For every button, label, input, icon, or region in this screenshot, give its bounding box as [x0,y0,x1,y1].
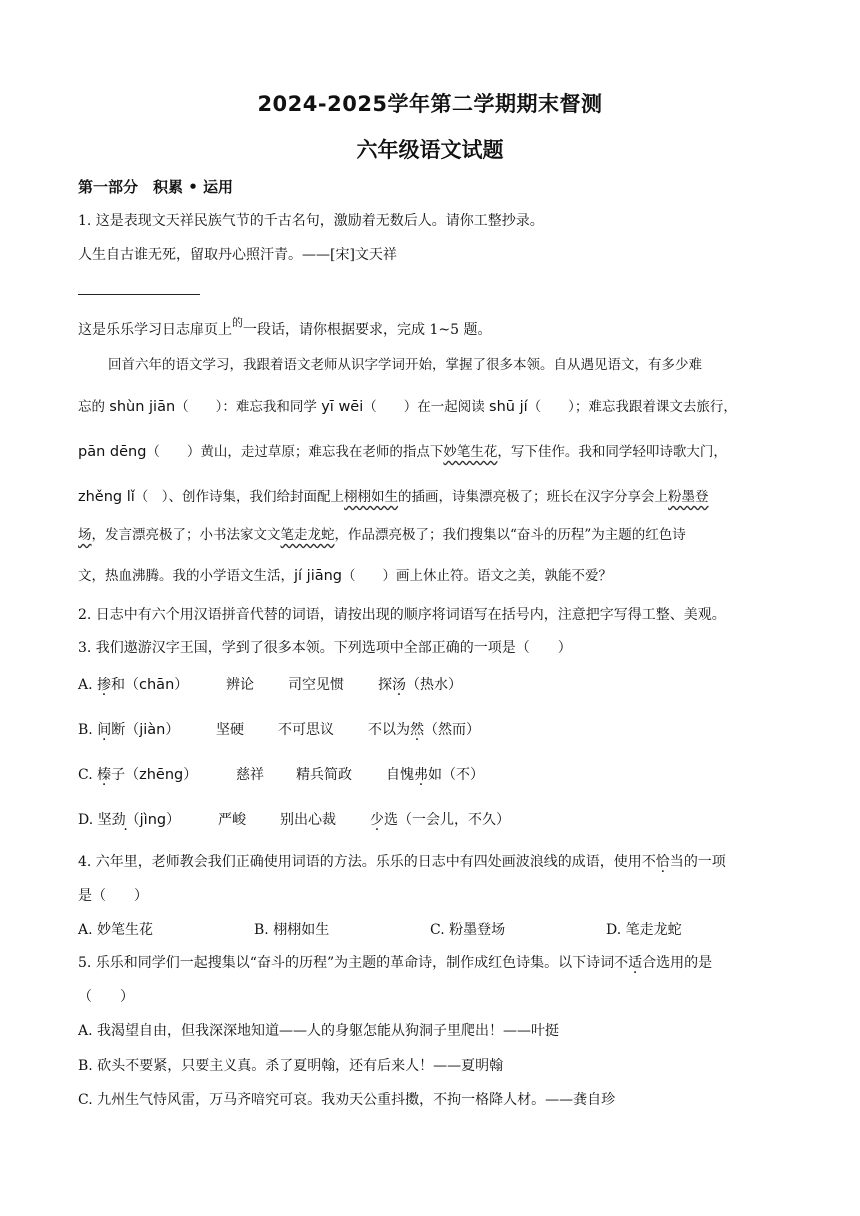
text: ） [183,767,198,783]
q4-option-a: A. 妙笔生花 [78,922,154,938]
question-1-quote: 人生自古谁无死，留取丹心照汗青。——[宋]文天祥 [78,247,397,263]
q3-b-word-3: 不可思议 [278,722,334,738]
text: ） [165,722,180,738]
text: （ ）黄山，走过草原；难忘我在老师的指点下 [146,444,444,460]
wavy-idiom: 场 [78,527,92,543]
dotted-char: 掺 [97,677,112,693]
text: 选（一会儿，不久） [384,812,510,828]
exam-subtitle: 六年级语文试题 [356,138,504,162]
intro-text [78,316,492,341]
wavy-idiom: 妙笔生花 [443,444,498,460]
q4-option-b: B. 栩栩如生 [254,922,330,938]
label: C. [78,767,98,783]
q3-a-word-3: 司空见惯 [288,677,344,693]
text: 忘的 [78,399,110,415]
dotted-char: 榛 [97,767,112,783]
question-3: 3. 我们遨游汉字王国，学到了很多本领。下列选项中全部正确的一项是（ ） [78,640,572,656]
q3-option-d [78,810,180,830]
text: ，写下佳作。我和同学轻叩诗歌大门， [497,444,727,460]
text: 和（ [111,677,140,693]
wavy-idiom: 栩栩如生 [344,489,399,505]
text: 的一项 [683,854,726,870]
text: （ ）、创作诗集，我们给封面配上 [134,489,345,505]
pinyin: zhēng [139,767,184,783]
dotted-char: 间 [97,722,112,738]
wavy-idiom: 笔走龙蛇 [280,527,335,543]
passage-line-1: 回首六年的语文学习，我跟着语文老师从识字学词开始，掌握了很多本领。自从遇见语文，有多少难 [108,357,702,373]
q3-a-word-2: 辨论 [226,677,254,693]
pinyin: chān [139,677,175,693]
q3-b-word-4 [368,720,480,740]
text: 探 [378,677,392,693]
text: 断（ [111,722,140,738]
text: 坚 [97,812,112,828]
dotted-char: 弗 [414,767,428,783]
q3-d-word-3: 别出心裁 [280,812,336,828]
passage-line-6 [78,566,612,586]
text: ） [166,812,181,828]
pinyin: shū jí [489,399,528,415]
dotted-char: 少 [370,812,384,828]
text: （ ）；难忘我跟着课文去旅行， [527,399,737,415]
text: 自愧 [386,767,414,783]
passage-line-4 [78,487,709,507]
dotted-char: 劲（ · [112,812,140,828]
text: 的插画，诗集漂亮极了；班长在汉字分享会上 [398,489,669,505]
text: 文，热血沸腾。我的小学语文生活， [78,568,294,584]
text: 不以为 [368,722,410,738]
q3-b-word-2: 坚硬 [216,722,244,738]
pinyin: jiàn [139,722,166,738]
passage-line-2 [78,397,737,417]
q5-option-c: C. 九州生气恃风雷，万马齐喑究可哀。我劝天公重抖擞，不拘一格降人材。——龚自珍 [78,1092,616,1108]
q3-d-word-4 [370,810,510,830]
emphasis-text: 不恰当 [641,854,684,870]
label: D. [78,812,98,828]
pinyin: yī wēi [321,399,364,415]
text: ，发言漂亮极了；小书法家文文 [91,527,281,543]
pinyin: shùn jiān [109,399,176,415]
pinyin: jí jiāng [294,568,343,584]
q3-c-word-4 [386,765,484,785]
text: 如（不） [428,767,484,783]
q3-option-c [78,765,197,785]
text: ） [174,677,189,693]
pinyin: jìng [139,812,167,828]
text: （热水） [406,677,462,693]
q3-c-word-2: 慈祥 [236,767,264,783]
section-heading: 第一部分 积累 • 运用 [78,178,234,196]
q3-d-word-2: 严峻 [218,812,246,828]
intro-post: 一段话，请你根据要求，完成 1~5 题。 [243,322,492,338]
q5-option-b: B. 砍头不要紧，只要主义真。杀了夏明翰，还有后来人！——夏明翰 [78,1058,504,1074]
text: 子（ [111,767,140,783]
text: （然而） [424,722,480,738]
emphasis-text: 不适合 [614,955,657,971]
q4-option-c: C. 粉墨登场 [430,922,506,938]
question-4-line-2: 是（ ） [78,888,148,904]
q5-option-a: A. 我渴望自由，但我深深地知道——人的身躯怎能从狗洞子里爬出！——叶挺 [78,1023,560,1039]
text: 选用的是 [656,955,713,971]
q3-a-word-4 [378,675,462,695]
question-4 [78,852,726,872]
question-1: 1. 这是表现文天祥民族气节的千古名句，激励着无数后人。请你工整抄录。 [78,213,544,229]
pinyin: pān dēng [78,444,147,460]
text: （ ）：难忘我和同学 [175,399,322,415]
q3-c-word-3: 精兵简政 [296,767,352,783]
text: 5. 乐乐和同学们一起搜集以“奋斗的历程”为主题的革命诗，制作成红色诗集。以下诗词 [78,955,615,971]
label: B. [78,722,98,738]
wavy-idiom: 粉墨登 [668,489,709,505]
q4-option-d: D. 笔走龙蛇 [606,922,682,938]
q3-option-b [78,720,179,740]
exam-title: 2024-2025学年第二学期期末督测 [257,92,603,116]
text: （ ）画上休止符。语文之美，孰能不爱？ [342,568,613,584]
dotted-char: 然 [410,722,424,738]
text: ，作品漂亮极了；我们搜集以“奋斗的历程”为主题的红色诗 [334,527,686,543]
text: 4. 六年里，老师教会我们正确使用词语的方法。乐乐的日志中有四处画波浪线的成语，使用 [78,854,642,870]
text: （ ）在一起阅读 [363,399,490,415]
pinyin: zhěng lǐ [78,489,135,505]
intro-sup: 的 [232,316,243,329]
label: A. [78,677,98,693]
passage-line-3 [78,442,727,462]
intro-pre: 这是乐乐学习日志扉页上 [78,322,232,338]
question-5-line-2: （ ） [78,989,134,1005]
answer-line [78,294,200,295]
question-5 [78,953,712,973]
passage-line-5 [78,525,686,545]
dotted-char: 汤 [392,677,406,693]
q3-option-a [78,675,188,695]
question-2: 2. 日志中有六个用汉语拼音代替的词语，请按出现的顺序将词语写在括号内，注意把字写得工整、美观。 [78,607,726,623]
